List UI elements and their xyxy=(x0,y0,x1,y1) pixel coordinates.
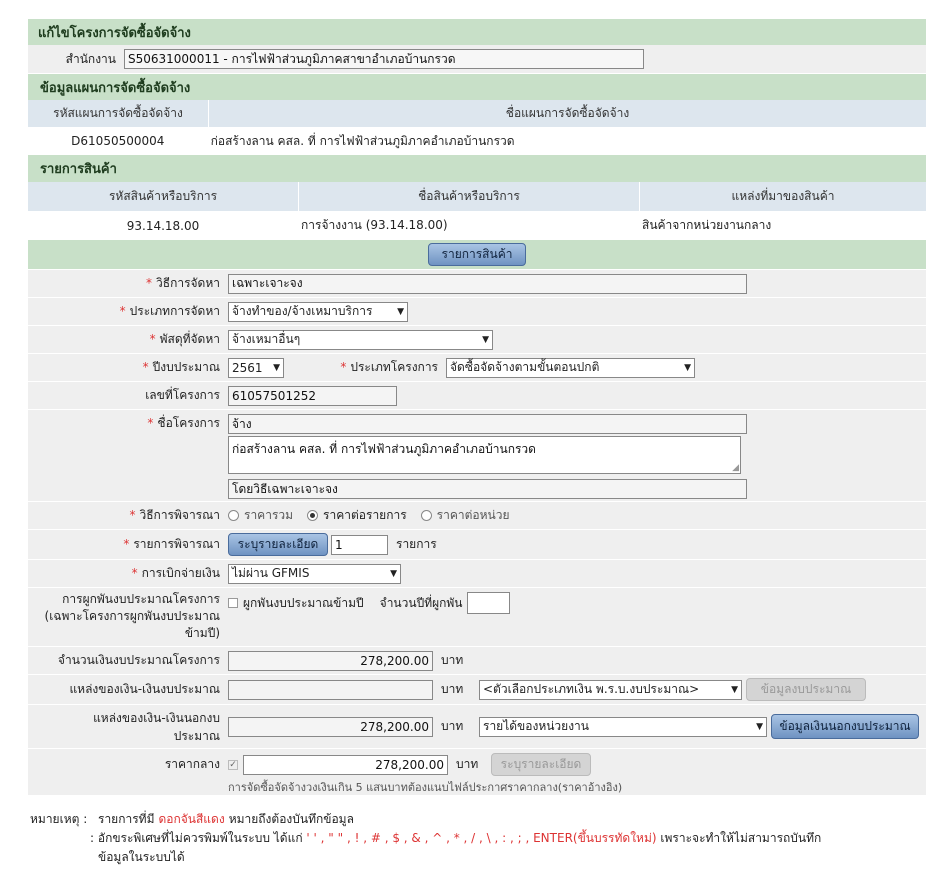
note-line-1 xyxy=(30,810,920,829)
consider-label-text: วิธีการพิจารณา xyxy=(139,508,220,522)
notes-line1-b: หมายถึงต้องบันทึกข้อมูล xyxy=(228,812,354,826)
items-table-header xyxy=(28,182,926,211)
commit-checkbox[interactable] xyxy=(228,594,364,613)
method-label xyxy=(28,274,228,293)
project-name-text: ก่อสร้างลาน คสล. ที่ การไฟฟ้าส่วนภูมิภาคอำเภอบ้านกรวด xyxy=(232,442,536,456)
page-title-text: แก้ไขโครงการจัดซื้อจัดจ้าง xyxy=(38,25,191,41)
notes-line1-a: รายการที่มี xyxy=(98,812,155,826)
office-row xyxy=(28,45,926,73)
median-button[interactable]: ระบุรายละเอียด xyxy=(491,753,591,776)
consider-items-button[interactable]: ระบุรายละเอียด xyxy=(228,533,328,556)
consider-items-count-input[interactable]: 1 xyxy=(331,535,388,555)
src-budget-row xyxy=(28,674,926,704)
page-title xyxy=(28,19,926,45)
src-nonbudget-unit: บาท xyxy=(441,719,464,733)
budget-field[interactable]: 278,200.00 xyxy=(228,651,433,671)
resize-handle-icon[interactable]: ◢ xyxy=(732,463,739,473)
src-nonbudget-select-value: รายได้ของหน่วยงาน xyxy=(483,719,589,733)
consider-label xyxy=(28,506,228,525)
item-name: การจ้างงาน (93.14.18.00) xyxy=(301,218,448,232)
proc-type-select[interactable] xyxy=(228,302,408,322)
supply-label xyxy=(28,330,228,349)
proc-type-label xyxy=(28,302,228,321)
notes-line2-b: เพราะจะทำให้ไม่สามารถบันทึก xyxy=(660,831,822,845)
project-name-label xyxy=(28,410,228,433)
notes-line2-red: ' ' , " " , ! , # , $ , & , ^ , * , / , \ , : , ; , ENTER(ขึ้นบรรทัดใหม่) xyxy=(306,831,657,845)
checkbox-icon xyxy=(228,598,238,608)
items-row xyxy=(28,211,926,240)
radio-selected-icon xyxy=(307,510,318,521)
dropdown-arrow-icon: ▼ xyxy=(273,362,280,373)
consider-opt3-text: ราคาต่อหน่วย xyxy=(436,508,510,522)
fiscal-label-text: ปีงบประมาณ xyxy=(152,360,220,374)
proc-type-value: จ้างทำของ/จ้างเหมาบริการ xyxy=(232,304,373,318)
src-budget-unit: บาท xyxy=(441,682,464,696)
items-col-name: ชื่อสินค้าหรือบริการ xyxy=(299,182,640,211)
plan-name: ก่อสร้างลาน คสล. ที่ การไฟฟ้าส่วนภูมิภาคอำเภอบ้านกรวด xyxy=(210,133,515,148)
consider-radio-per-item[interactable] xyxy=(307,506,407,525)
method-row xyxy=(28,269,926,297)
src-nonbudget-button[interactable]: ข้อมูลเงินนอกงบประมาณ xyxy=(771,714,919,739)
commit-label-line3: ข้ามปี) xyxy=(184,626,220,640)
items-button[interactable]: รายการสินค้า xyxy=(428,243,526,266)
budget-label: จำนวนเงินงบประมาณโครงการ xyxy=(57,653,220,667)
dropdown-arrow-icon: ▼ xyxy=(756,721,763,732)
consider-radio-per-unit[interactable] xyxy=(421,506,510,525)
required-marker: * xyxy=(147,416,154,430)
item-code: 93.14.18.00 xyxy=(28,211,299,240)
required-marker: * xyxy=(142,360,149,374)
median-checkbox-icon[interactable]: ✓ xyxy=(229,759,237,770)
notes xyxy=(30,810,920,867)
items-button-bar xyxy=(28,240,926,269)
project-type-label xyxy=(284,358,446,377)
required-marker: * xyxy=(123,537,130,551)
supply-row xyxy=(28,325,926,353)
consider-items-row xyxy=(28,529,926,559)
project-type-value: จัดซื้อจัดจ้างตามขั้นตอนปกติ xyxy=(450,360,600,374)
project-name-textarea[interactable] xyxy=(228,436,741,474)
items-section-title: รายการสินค้า xyxy=(28,155,926,182)
consider-items-label-text: รายการพิจารณา xyxy=(133,537,220,551)
commit-label-line1: การผูกพันงบประมาณโครงการ xyxy=(62,592,220,606)
item-source: สินค้าจากหน่วยงานกลาง xyxy=(642,218,772,232)
plan-col-name: ชื่อแผนการจัดซื้อจัดจ้าง xyxy=(505,106,630,120)
method-label-text: วิธีการจัดหา xyxy=(156,276,220,290)
supply-label-text: พัสดุที่จัดหา xyxy=(159,332,220,346)
src-nonbudget-select[interactable] xyxy=(479,717,767,737)
supply-select[interactable] xyxy=(228,330,493,350)
project-no-field[interactable]: 61057501252 xyxy=(228,386,397,406)
consider-opt2-text: ราคาต่อรายการ xyxy=(323,508,407,522)
fiscal-row xyxy=(28,353,926,381)
project-no-label: เลขที่โครงการ xyxy=(145,388,220,402)
project-type-select[interactable] xyxy=(446,358,695,378)
median-row xyxy=(28,748,926,795)
median-note: การจัดซื้อจัดจ้างวงเงินเกิน 5 แสนบาทต้องแนบไฟล์ประกาศราคากลาง(ราคาอ้างอิง) xyxy=(228,781,623,794)
consider-items-unit: รายการ xyxy=(396,537,437,551)
disburse-select[interactable] xyxy=(228,564,401,584)
required-marker: * xyxy=(149,332,156,346)
plan-table-header xyxy=(28,100,926,127)
project-no-row xyxy=(28,381,926,409)
note-line-2 xyxy=(30,829,920,848)
median-label: ราคากลาง xyxy=(164,757,220,771)
project-name-prefix-field[interactable]: จ้าง xyxy=(228,414,747,434)
dropdown-arrow-icon: ▼ xyxy=(731,684,738,695)
notes-line1-red: ดอกจันสีแดง xyxy=(158,812,225,826)
office-label: สำนักงาน xyxy=(65,51,116,66)
consider-row xyxy=(28,501,926,529)
disburse-value: ไม่ผ่าน GFMIS xyxy=(232,566,310,580)
plan-section-title: ข้อมูลแผนการจัดซื้อจัดจ้าง xyxy=(28,73,926,100)
disburse-row xyxy=(28,559,926,587)
required-marker: * xyxy=(129,508,136,522)
required-marker: * xyxy=(131,566,138,580)
disburse-label-text: การเบิกจ่ายเงิน xyxy=(141,566,220,580)
commit-years-label: จำนวนปีที่ผูกพัน xyxy=(379,595,463,610)
src-nonbudget-label-line1: แหล่งของเงิน-เงินนอกงบ xyxy=(93,710,220,725)
project-name-row xyxy=(28,409,926,501)
consider-items-label xyxy=(28,535,228,554)
notes-line2-a: : อักขระพิเศษที่ไม่ควรพิมพ์ในระบบ ได้แก่ xyxy=(90,831,303,845)
plan-code: D61050500004 xyxy=(28,127,209,155)
commit-row xyxy=(28,587,926,646)
project-name-label-text: ชื่อโครงการ xyxy=(157,416,220,430)
src-nonbudget-label-line2: ประมาณ xyxy=(173,728,220,743)
src-budget-select-value: <ตัวเลือกประเภทเงิน พ.ร.บ.งบประมาณ> xyxy=(483,682,700,696)
fiscal-value: 2561 xyxy=(232,360,263,375)
supply-value: จ้างเหมาอื่นๆ xyxy=(232,332,301,346)
consider-radio-total[interactable] xyxy=(228,506,293,525)
src-nonbudget-row xyxy=(28,704,926,748)
src-nonbudget-field[interactable]: 278,200.00 xyxy=(228,717,433,737)
required-marker: * xyxy=(119,304,126,318)
commit-check-text: ผูกพันงบประมาณข้ามปี xyxy=(243,595,364,610)
proc-type-label-text: ประเภทการจัดหา xyxy=(129,304,220,318)
plan-col-code: รหัสแผนการจัดซื้อจัดจ้าง xyxy=(28,100,209,127)
budget-row xyxy=(28,646,926,674)
consider-opt1-text: ราคารวม xyxy=(244,508,294,522)
median-field[interactable]: 278,200.00 xyxy=(243,755,448,775)
median-unit: บาท xyxy=(456,757,479,771)
project-name-suffix-field[interactable]: โดยวิธีเฉพาะเจาะจง xyxy=(228,479,747,499)
dropdown-arrow-icon: ▼ xyxy=(390,568,397,579)
dropdown-arrow-icon: ▼ xyxy=(397,306,404,317)
dropdown-arrow-icon: ▼ xyxy=(684,362,691,373)
dropdown-arrow-icon: ▼ xyxy=(482,334,489,345)
radio-icon xyxy=(228,510,239,521)
project-type-label-text: ประเภทโครงการ xyxy=(350,360,438,374)
plan-row xyxy=(28,127,926,155)
src-budget-label: แหล่งของเงิน-เงินงบประมาณ xyxy=(69,682,220,696)
required-marker: * xyxy=(340,360,347,374)
src-budget-field[interactable] xyxy=(228,680,433,700)
fiscal-select[interactable] xyxy=(228,358,284,378)
proc-type-row xyxy=(28,297,926,325)
src-budget-button[interactable]: ข้อมูลงบประมาณ xyxy=(746,678,866,701)
fiscal-label xyxy=(28,358,228,377)
notes-head: หมายเหตุ : xyxy=(30,812,88,826)
src-budget-select[interactable] xyxy=(479,680,742,700)
disburse-label xyxy=(28,564,228,583)
items-col-code: รหัสสินค้าหรือบริการ xyxy=(28,182,299,211)
note-line-3: ข้อมูลในระบบได้ xyxy=(98,850,185,864)
items-col-source: แหล่งที่มาของสินค้า xyxy=(731,189,835,203)
method-field[interactable]: เฉพาะเจาะจง xyxy=(228,274,747,294)
commit-label xyxy=(28,588,228,642)
budget-unit: บาท xyxy=(441,653,464,667)
office-field[interactable]: S50631000011 - การไฟฟ้าส่วนภูมิภาคสาขาอำเภอบ้านกรวด xyxy=(124,49,644,69)
commit-years-input[interactable] xyxy=(467,592,510,614)
src-nonbudget-label xyxy=(28,709,228,745)
commit-label-line2: (เฉพาะโครงการผูกพันงบประมาณ xyxy=(44,609,220,623)
radio-icon xyxy=(421,510,432,521)
required-marker: * xyxy=(146,276,153,290)
